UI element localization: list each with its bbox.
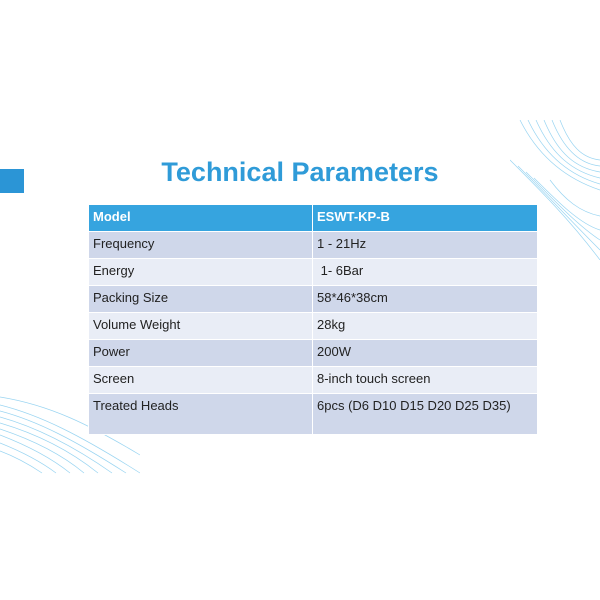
table-row — [89, 259, 538, 286]
param-label: Treated Heads — [89, 394, 313, 435]
header-cell-label: Model — [89, 205, 313, 232]
param-value: 28kg — [313, 313, 538, 340]
param-value: 200W — [313, 340, 538, 367]
param-value: 58*46*38cm — [313, 286, 538, 313]
param-label: Frequency — [89, 232, 313, 259]
parameters-table — [88, 204, 538, 435]
param-value: 8-inch touch screen — [313, 367, 538, 394]
table-row — [89, 313, 538, 340]
param-label: Screen — [89, 367, 313, 394]
param-value: 6pcs (D6 D10 D15 D20 D25 D35) — [313, 394, 538, 435]
table-header-row — [89, 205, 538, 232]
param-label: Packing Size — [89, 286, 313, 313]
param-label: Energy — [89, 259, 313, 286]
table-row — [89, 394, 538, 435]
table-row — [89, 367, 538, 394]
table-row — [89, 340, 538, 367]
param-value: 1 - 21Hz — [313, 232, 538, 259]
param-value: 1- 6Bar — [313, 259, 538, 286]
param-label: Volume Weight — [89, 313, 313, 340]
param-label: Power — [89, 340, 313, 367]
page-title: Technical Parameters — [161, 157, 439, 187]
table-row — [89, 232, 538, 259]
table-row — [89, 286, 538, 313]
header-cell-value: ESWT-KP-B — [313, 205, 538, 232]
